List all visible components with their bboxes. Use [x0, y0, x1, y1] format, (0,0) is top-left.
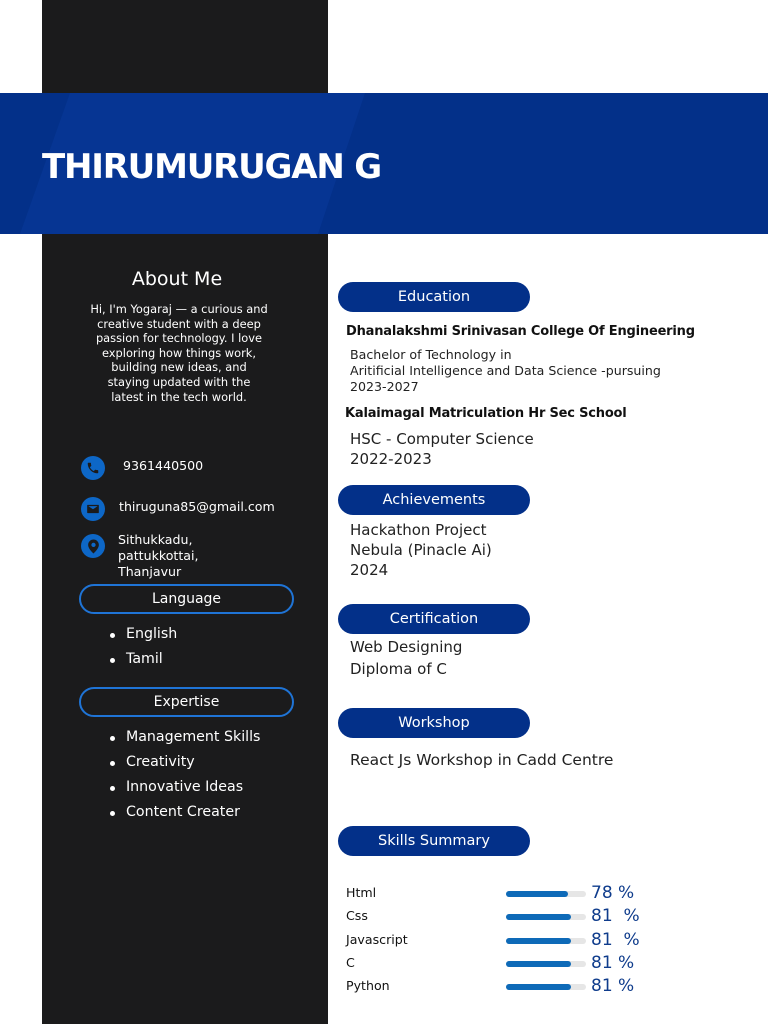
- certification-line: Diploma of C: [350, 660, 447, 678]
- list-item: Management Skills: [108, 727, 260, 752]
- expertise-heading: Expertise: [79, 687, 294, 717]
- address: [118, 532, 199, 580]
- email-address[interactable]: thiruguna85@gmail.com: [119, 499, 275, 514]
- skill-bar-track: [506, 891, 586, 897]
- education-heading: Education: [338, 282, 530, 312]
- header-banner: [0, 93, 768, 234]
- skill-percent: 81 %: [591, 930, 640, 950]
- mail-icon: [81, 497, 105, 521]
- achievement-line: 2024: [350, 561, 389, 579]
- achievement-line: Hackathon Project: [350, 521, 487, 539]
- skill-percent: 81 %: [591, 953, 635, 973]
- skill-name: Javascript: [346, 932, 408, 947]
- list-item: Creativity: [108, 752, 260, 777]
- person-name: THIRUMURUGAN G: [42, 147, 381, 187]
- phone-number: 9361440500: [123, 458, 204, 473]
- school-details: [350, 429, 534, 469]
- skill-name: Python: [346, 978, 390, 993]
- skill-bar-fill: [506, 891, 568, 897]
- college-details: [350, 347, 661, 395]
- skill-bar-fill: [506, 984, 571, 990]
- address-line: Thanjavur: [118, 564, 182, 579]
- skill-bar-track: [506, 984, 586, 990]
- certification-line: Web Designing: [350, 638, 463, 656]
- skill-bar-track: [506, 914, 586, 920]
- workshop-heading: Workshop: [338, 708, 530, 738]
- school-line: 2022-2023: [350, 450, 432, 468]
- skill-bar-fill: [506, 914, 571, 920]
- about-text: Hi, I'm Yogaraj — a curious and creative student with a deep passion for technology. I love exploring how things work, building new ideas, and staying updated with the latest in the tech world.: [90, 302, 268, 404]
- skill-percent: 81 %: [591, 976, 635, 996]
- school-name: Kalaimagal Matriculation Hr Sec School: [345, 406, 627, 421]
- school-line: HSC - Computer Science: [350, 430, 534, 448]
- list-item: English: [108, 624, 177, 649]
- language-list: [108, 624, 177, 674]
- skill-bar-track: [506, 961, 586, 967]
- skill-bar-track: [506, 938, 586, 944]
- college-name: Dhanalakshmi Srinivasan College Of Engineering: [346, 324, 695, 339]
- list-item: Innovative Ideas: [108, 777, 260, 802]
- list-item: Tamil: [108, 649, 177, 674]
- certification-heading: Certification: [338, 604, 530, 634]
- skill-name: C: [346, 955, 355, 970]
- achievements-heading: Achievements: [338, 485, 530, 515]
- degree-line: Aritificial Intelligence and Data Science -pursuing: [350, 363, 661, 378]
- skill-bar-fill: [506, 938, 571, 944]
- degree-line: Bachelor of Technology in: [350, 347, 512, 362]
- skill-name: Css: [346, 908, 368, 923]
- location-pin-icon: [81, 534, 105, 558]
- skill-name: Html: [346, 885, 377, 900]
- skills-heading: Skills Summary: [338, 826, 530, 856]
- phone-icon: [81, 456, 105, 480]
- achievements-details: [350, 520, 492, 580]
- skill-bar-fill: [506, 961, 571, 967]
- skill-percent: 78 %: [591, 883, 635, 903]
- degree-line: 2023-2027: [350, 379, 419, 394]
- address-line: pattukkottai,: [118, 548, 199, 563]
- certification-details: [350, 636, 462, 680]
- about-title: About Me: [131, 268, 223, 290]
- expertise-list: [108, 727, 260, 827]
- achievement-line: Nebula (Pinacle Ai): [350, 541, 492, 559]
- language-heading: Language: [79, 584, 294, 614]
- workshop-line: React Js Workshop in Cadd Centre: [350, 751, 614, 769]
- address-line: Sithukkadu,: [118, 532, 193, 547]
- list-item: Content Creater: [108, 802, 260, 827]
- skill-percent: 81 %: [591, 906, 640, 926]
